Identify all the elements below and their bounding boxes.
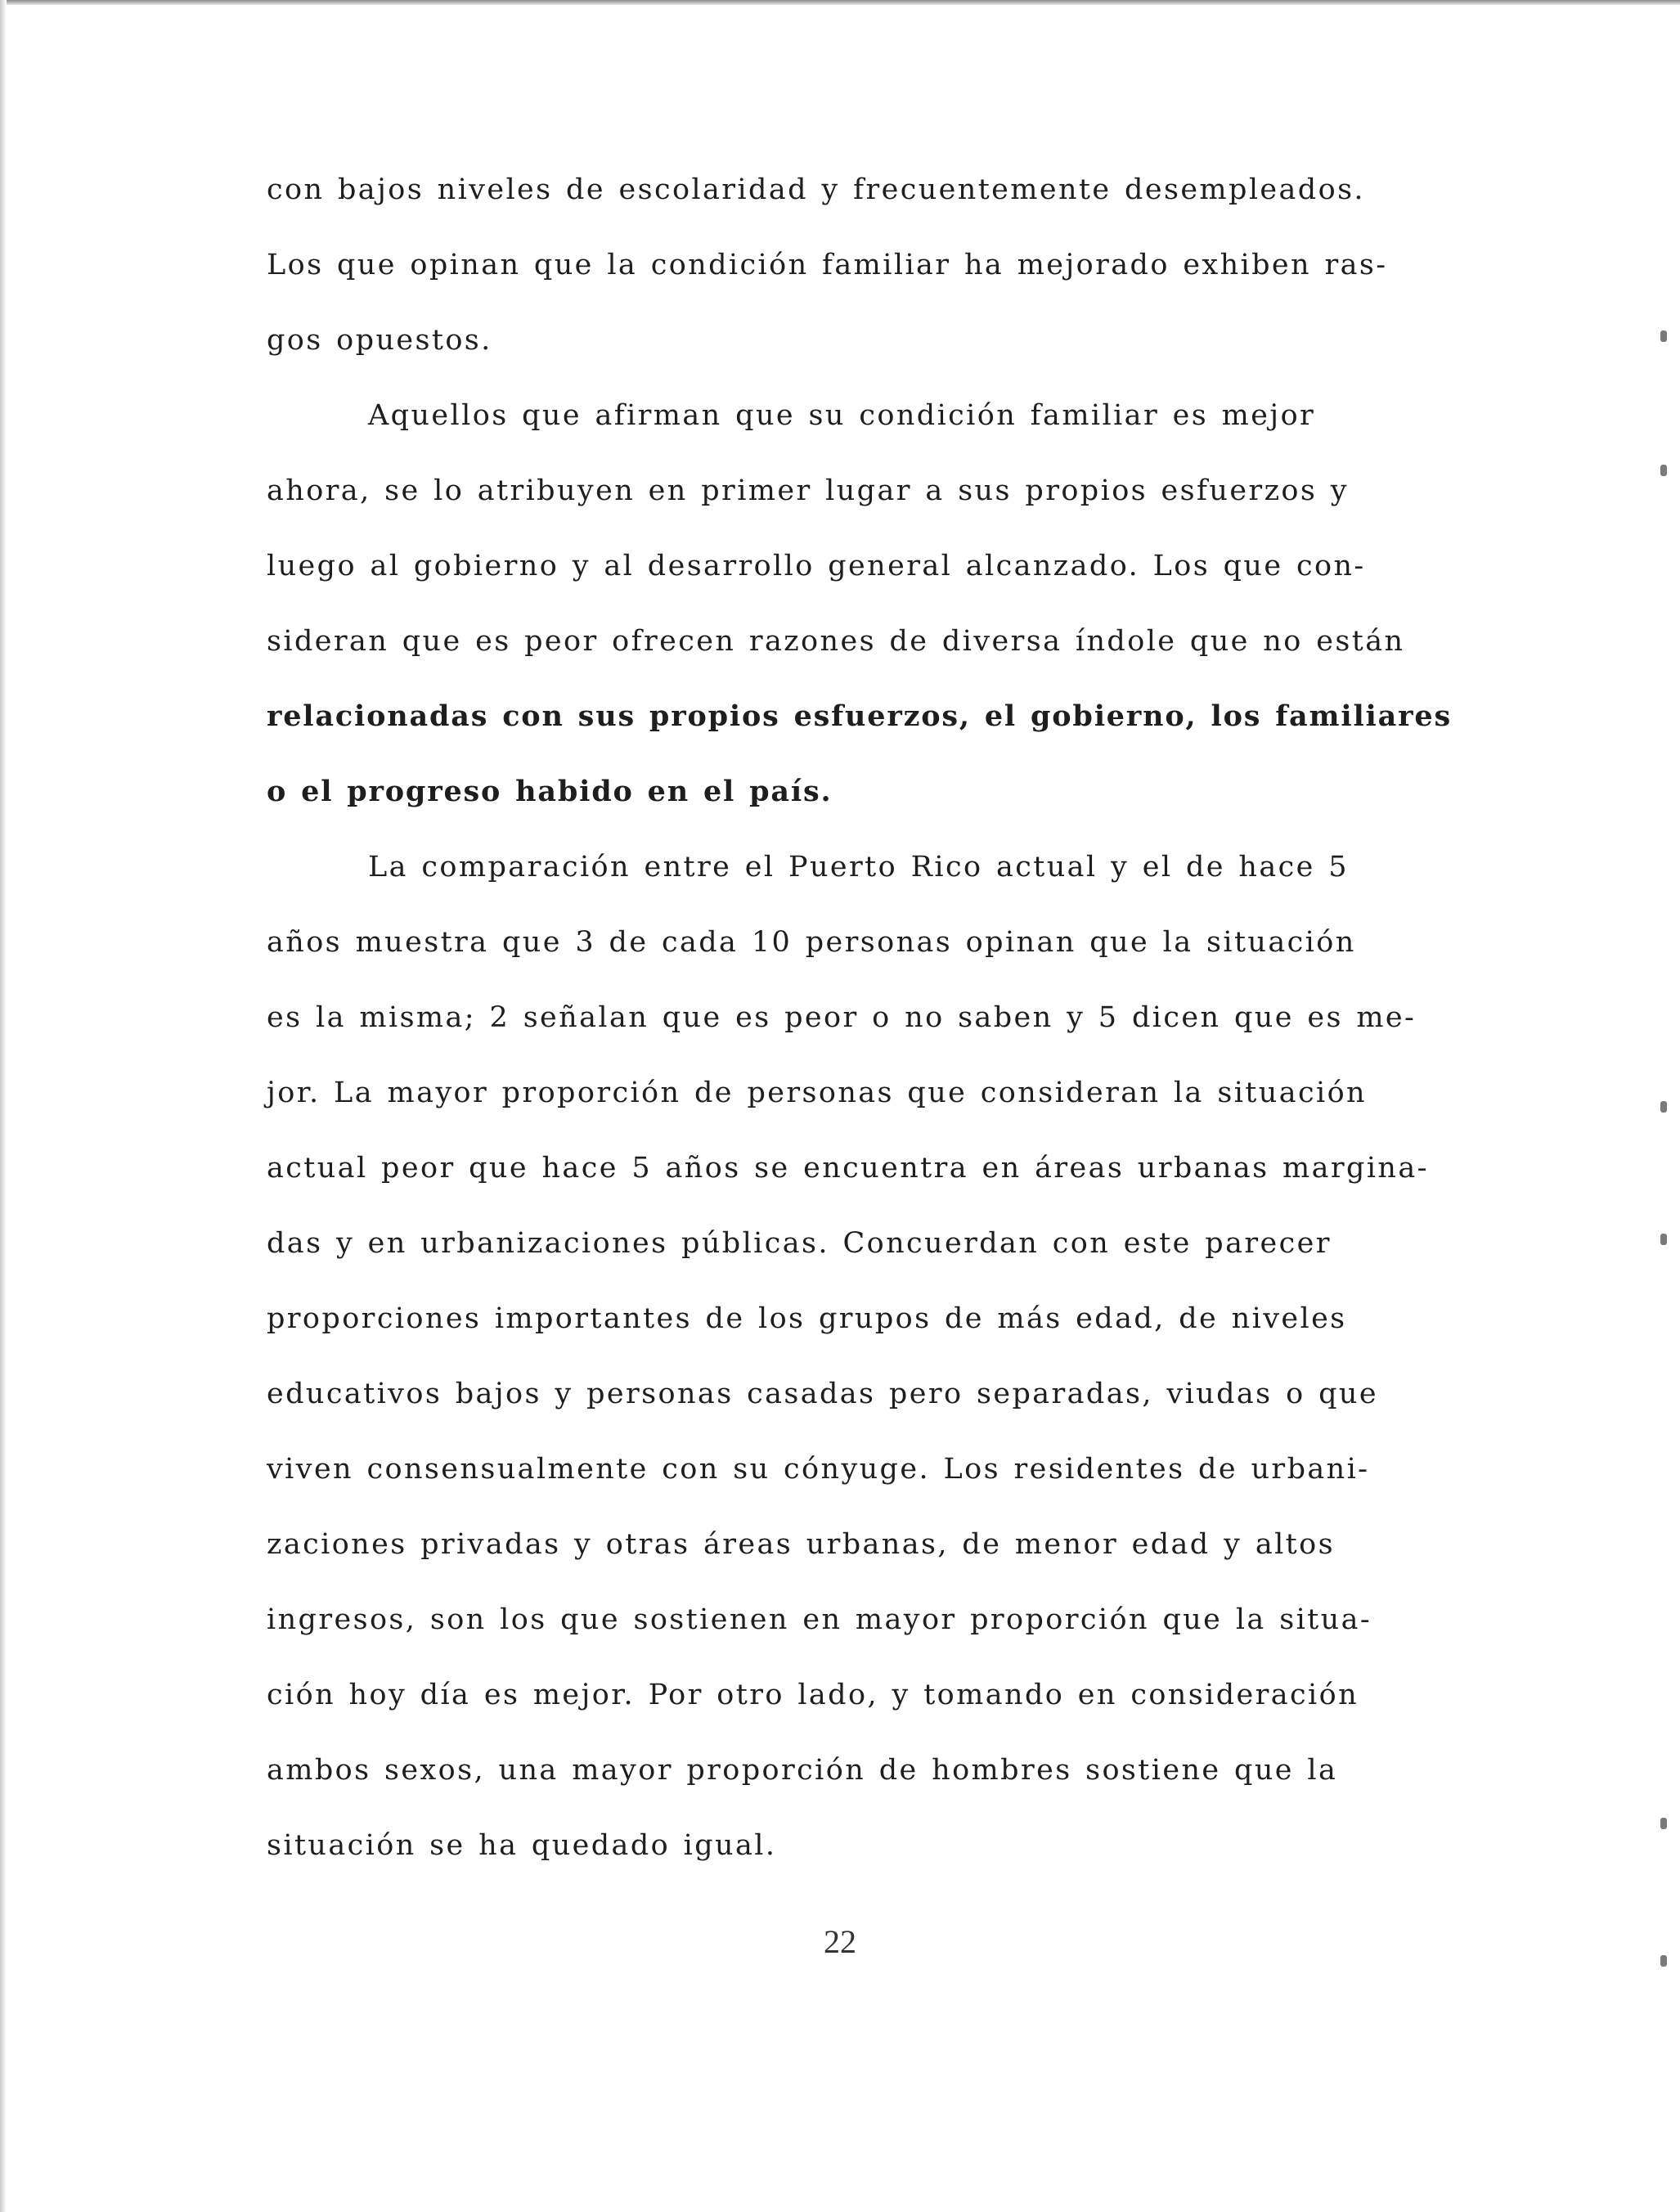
text-line: educativos bajos y personas casadas pero separadas, viudas o que xyxy=(267,1378,1378,1410)
text-line: ingresos, son los que sostienen en mayor proporción que la situa- xyxy=(267,1603,1372,1636)
paragraph-first-line: La comparación entre el Puerto Rico actual y el de hace 5 xyxy=(368,851,1349,883)
text-line: jor. La mayor proporción de personas que consideran la situación xyxy=(267,1077,1367,1109)
text-line: situación se ha quedado igual. xyxy=(267,1829,777,1862)
binding-mark xyxy=(1660,330,1667,342)
text-line: es la misma; 2 señalan que es peor o no saben y 5 dicen que es me- xyxy=(267,1001,1417,1034)
scan-top-edge xyxy=(0,0,1680,5)
text-line: ambos sexos, una mayor proporción de hombres sostiene que la xyxy=(267,1754,1338,1787)
text-line: relacionadas con sus propios esfuerzos, el gobierno, los familiares xyxy=(267,699,1452,733)
scan-left-edge xyxy=(0,0,7,2212)
text-line: zaciones privadas y otras áreas urbanas, de menor edad y altos xyxy=(267,1528,1335,1561)
text-line: luego al gobierno y al desarrollo general alcanzado. Los que con- xyxy=(267,550,1366,582)
binding-mark xyxy=(1660,1955,1667,1967)
text-line: actual peor que hace 5 años se encuentra en áreas urbanas margina- xyxy=(267,1152,1429,1185)
text-line: o el progreso habido en el país. xyxy=(267,775,833,808)
text-line: viven consensualmente con su cónyuge. Los residentes de urbani- xyxy=(267,1453,1370,1486)
text-line: ahora, se lo atribuyen en primer lugar a sus propios esfuerzos y xyxy=(267,474,1349,507)
text-line: sideran que es peor ofrecen razones de diversa índole que no están xyxy=(267,625,1405,658)
text-line: años muestra que 3 de cada 10 personas opinan que la situación xyxy=(267,926,1356,959)
paragraph-first-line: Aquellos que afirman que su condición familiar es mejor xyxy=(368,399,1316,432)
binding-mark xyxy=(1660,1101,1667,1113)
binding-mark xyxy=(1660,1818,1667,1829)
page-body-text xyxy=(267,152,1452,1883)
text-line: con bajos niveles de escolaridad y frecuentemente desempleados. xyxy=(267,173,1365,206)
page-number: 22 xyxy=(824,1923,856,1960)
binding-mark xyxy=(1660,1234,1667,1245)
text-line: gos opuestos. xyxy=(267,324,492,357)
text-line: ción hoy día es mejor. Por otro lado, y tomando en consideración xyxy=(267,1679,1359,1711)
text-line: Los que opinan que la condición familiar ha mejorado exhiben ras- xyxy=(267,249,1388,281)
text-line: proporciones importantes de los grupos de más edad, de niveles xyxy=(267,1302,1347,1335)
text-line: das y en urbanizaciones públicas. Concuerdan con este parecer xyxy=(267,1227,1332,1260)
binding-mark xyxy=(1660,465,1667,476)
